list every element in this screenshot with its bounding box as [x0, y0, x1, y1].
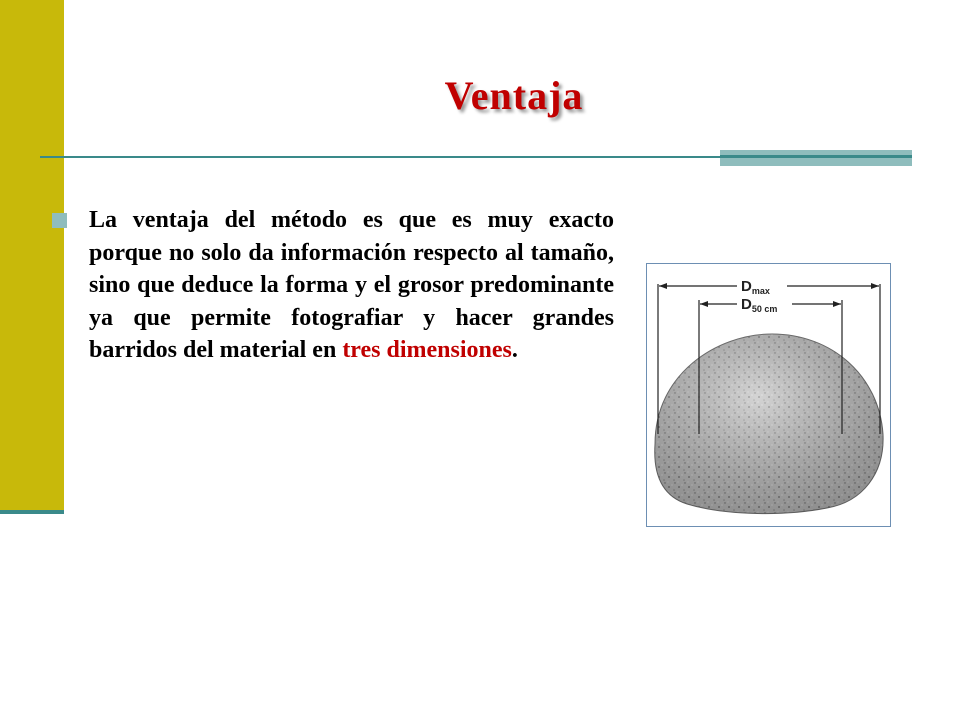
d50-left-arrow-icon: [700, 301, 708, 307]
dmax-left-arrow-icon: [659, 283, 667, 289]
d50-right-arrow-icon: [833, 301, 841, 307]
bullet-text: [89, 204, 614, 367]
dmax-right-arrow-icon: [871, 283, 879, 289]
bullet-text-end: .: [511, 337, 518, 363]
d50-label: $D_{50 cm}$: [741, 296, 778, 314]
bullet-text-highlight: tres dimensiones: [342, 337, 512, 363]
slide-title: Ventaja: [444, 73, 584, 118]
bullet-text-main: La ventaja del método es que es muy exacto porque no solo da información respecto al tamaño, sino que deduce la forma y el grosor predominante ya que permite fotografiar y hacer grandes barridos del material en: [89, 207, 614, 363]
title-divider-block: [720, 150, 912, 166]
bullet-square-icon: [52, 213, 67, 228]
left-bar-underline: [0, 510, 64, 514]
particle-diagram: [647, 264, 890, 526]
title-divider-block-line: [720, 155, 912, 158]
particle-diagram-figure: [646, 263, 891, 527]
dmax-label: $D_{max}$: [741, 278, 770, 296]
left-accent-bar: [0, 0, 64, 512]
